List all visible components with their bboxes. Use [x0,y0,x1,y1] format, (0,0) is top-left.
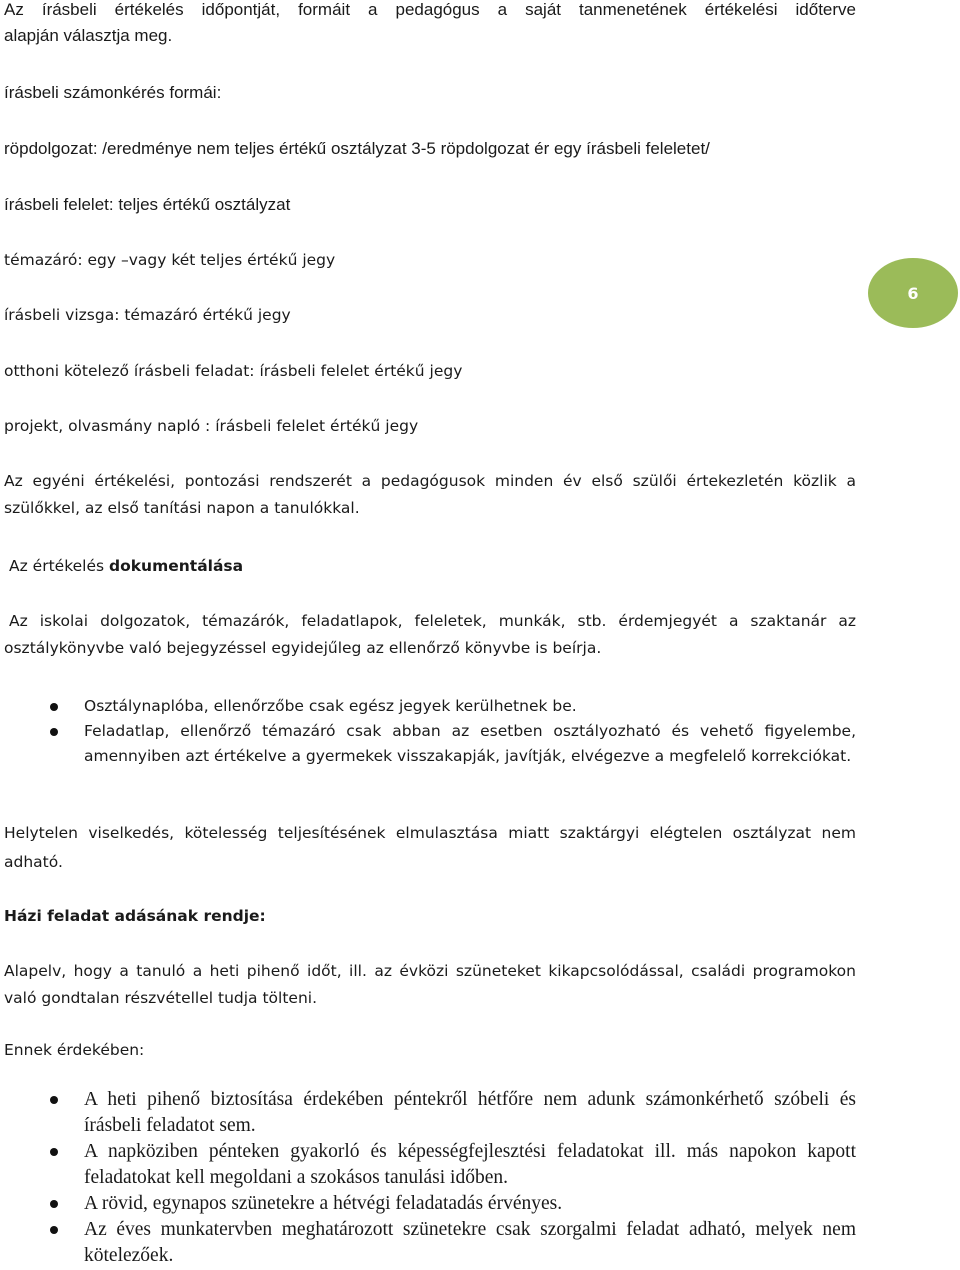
documentation-bullet-list [0,694,856,769]
therefore-label: Ennek érdekében: [4,1041,145,1059]
form-item-written-exam: írásbeli vizsga: témazáró értékű jegy [4,306,291,324]
bullet-dot-icon [50,1200,58,1208]
homework-bullet-item [0,1217,856,1269]
documentation-bullet-text: Osztálynaplóba, ellenőrzőbe csak egész jegyek kerülhetnek be. [84,697,577,715]
homework-heading: Házi feladat adásának rendje: [4,907,266,925]
page-number-badge: 6 [868,258,958,328]
homework-bullet-item [0,1191,856,1217]
form-item-topic-test: témazáró: egy –vagy két teljes értékű jegy [4,251,336,269]
forms-heading: írásbeli számonkérés formái: [4,83,222,102]
homework-bullet-item [0,1087,856,1139]
bullet-dot-icon [50,728,58,736]
form-item-written-answer: írásbeli felelet: teljes értékű osztályzat [4,195,291,214]
homework-bullet-item [0,1139,856,1191]
homework-bullet-text: A heti pihenő biztosítása érdekében péntekről hétfőre nem adunk számonkérhető szóbeli és írásbeli feladatot sem. [84,1089,856,1136]
documentation-heading-bold: dokumentálása [109,557,244,575]
documentation-bullet-text: Feladatlap, ellenőrző témazáró csak abban az esetben osztályozható és vehető figyelembe, amennyiben azt értékelve a gyermekek visszakapják, javítják, elvégezve a megfelelő korrekciókat. [84,722,856,765]
form-item-homework: otthoni kötelező írásbeli feladat: írásbeli felelet értékű jegy [4,362,463,380]
documentation-heading [9,556,243,576]
documentation-bullet-item [0,694,856,719]
homework-bullet-text: A napköziben pénteken gyakorló és képességfejlesztési feladatokat ill. más napokon kapott feladatokat kell megoldani a szokásos tanulási időben. [84,1141,856,1188]
individual-evaluation-paragraph: Az egyéni értékelési, pontozási rendszerét a pedagógusok minden év első szülői értekezletén közlik a szülőkkel, az első tanítási napon a tanulókkal. [4,472,856,517]
intro-line-1: Az írásbeli értékelés időpontját, formáit a pedagógus a saját tanmenetének értékelési időterve [4,0,856,19]
behavior-paragraph: Helytelen viselkedés, kötelesség teljesítésének elmulasztása miatt szaktárgyi elégtelen osztályzat nem adható. [4,824,856,871]
bullet-dot-icon [50,1148,58,1156]
homework-bullet-text: A rövid, egynapos szünetekre a hétvégi feladatadás érvényes. [84,1193,563,1214]
documentation-heading-normal: Az értékelés [9,557,109,575]
documentation-bullet-item [0,719,856,769]
principle-paragraph: Alapelv, hogy a tanuló a heti pihenő időt, ill. az évközi szüneteket kikapcsolódással, családi programokon való gondtalan részvétellel tudja tölteni. [4,962,856,1007]
homework-bullet-text: Az éves munkatervben meghatározott szünetekre csak szorgalmi feladat adható, melyek nem kötelezőek. [84,1219,856,1266]
bullet-dot-icon [50,703,58,711]
bullet-dot-icon [50,1226,58,1234]
form-item-project: projekt, olvasmány napló : írásbeli felelet értékű jegy [4,417,419,435]
bullet-dot-icon [50,1096,58,1104]
homework-bullet-list [0,1087,856,1269]
documentation-paragraph: Az iskolai dolgozatok, témazárók, feladatlapok, feleletek, munkák, stb. érdemjegyét a szaktanár az osztálykönyvbe való bejegyzéssel egyidejűleg az ellenőrző könyvbe is beírja. [4,612,856,657]
intro-line-2: alapján választja meg. [4,26,173,45]
form-item-quiz: röpdolgozat: /eredménye nem teljes értékű osztályzat 3-5 röpdolgozat ér egy írásbeli feleletet/ [4,139,710,158]
